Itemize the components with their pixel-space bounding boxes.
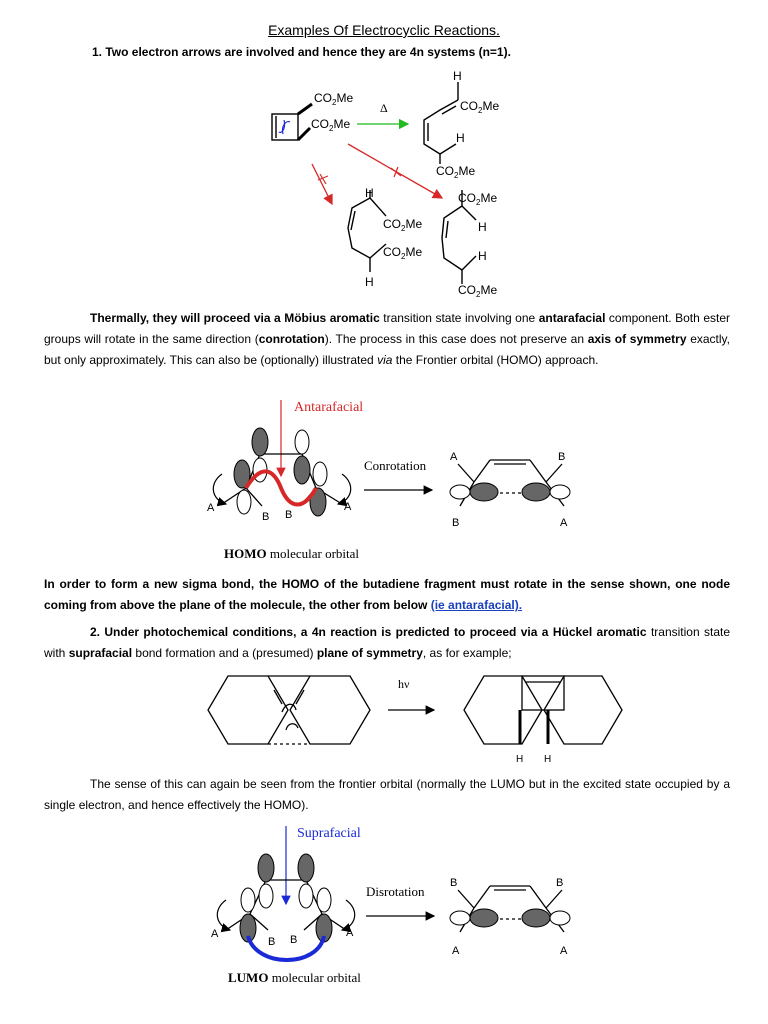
svg-text:H: H [544, 754, 552, 765]
point-1-heading: 1. Two electron arrows are involved and hence they are 4n systems (n=1). [92, 45, 511, 59]
label-h: H [365, 186, 374, 200]
label-co2me: $CO_2Me$ [458, 283, 498, 299]
label-co2me: $CO_2Me$ [383, 217, 423, 233]
svg-text:A: A [560, 517, 568, 529]
svg-text:B: B [290, 934, 298, 946]
label-co2me: $CO_2Me$ [383, 245, 423, 261]
label-co2me: $CO_2Me$ [311, 117, 351, 133]
svg-text:B: B [556, 877, 564, 889]
homo-caption: HOMO molecular orbital [224, 546, 360, 561]
svg-text:A: A [560, 945, 568, 957]
figure-homo-conrotation [0, 392, 768, 572]
svg-text:A: A [452, 945, 460, 957]
label-h: H [453, 69, 462, 83]
lumo-caption: LUMO molecular orbital [228, 970, 361, 985]
label-co2me: $CO_2Me$ [460, 99, 500, 115]
sigma-bond-paragraph: In order to form a new sigma bond, the HOMO of the butadiene fragment must rotate in the sense shown, one node coming from above the plane of the molecule, the other from below (ie antarafacial). [44, 577, 730, 612]
label-co2me: $CO_2Me$ [458, 191, 498, 207]
svg-text:B: B [450, 877, 458, 889]
svg-text:A: A [450, 451, 458, 463]
label-co2me: $CO_2Me$ [314, 91, 354, 107]
page-title: Examples Of Electrocyclic Reactions. [268, 22, 500, 38]
svg-text:B: B [558, 451, 566, 463]
thermal-paragraph: Thermally, they will proceed via a Möbius aromatic transition state involving one antarafacial component. Both ester groups will rotate in the same direction (conrotation). The process in this case does not preserve an axis of symmetry exactly, but only approximately. This can also be (optionally) illustrated via the Frontier orbital (HOMO) approach. [44, 311, 730, 367]
point-2-paragraph: 2. Under photochemical conditions, a 4n reaction is predicted to proceed via a Hückel aromatic transition state with suprafacial bond formation and a (presumed) plane of symmetry, as for example; [44, 625, 731, 660]
suprafacial-label: Suprafacial [297, 826, 361, 841]
svg-text:A: A [344, 501, 352, 513]
label-h: H [478, 249, 487, 263]
label-h: H [478, 220, 487, 234]
antarafacial-link[interactable]: (ie antarafacial). [430, 598, 523, 612]
figure-lumo-disrotation [0, 818, 768, 1008]
svg-text:A: A [346, 927, 354, 939]
figure-cyclobutene-opening [0, 68, 768, 300]
antarafacial-label: Antarafacial [294, 400, 364, 415]
forbidden-arrow [312, 164, 332, 204]
svg-text:A: A [207, 502, 215, 514]
label-h: H [365, 275, 374, 289]
svg-text:H: H [516, 754, 524, 765]
label-h: H [456, 131, 465, 145]
disrotation-label: Disrotation [366, 884, 425, 899]
svg-text:B: B [262, 511, 270, 523]
figure-photochemical-closure [0, 664, 768, 774]
conrotation-label: Conrotation [364, 458, 427, 473]
suprafacial-overlap [248, 936, 324, 960]
svg-text:B: B [452, 517, 460, 529]
svg-text:B: B [285, 509, 293, 521]
svg-text:A: A [211, 928, 219, 940]
label-co2me: $CO_2Me$ [436, 164, 476, 180]
svg-text:B: B [268, 936, 276, 948]
label-delta: Δ [380, 101, 388, 115]
hv-label: hν [398, 677, 410, 691]
frontier-orbital-paragraph: The sense of this can again be seen from the frontier orbital (normally the LUMO but in the excited state occupied by a single electron, and hence effectively the HOMO). [44, 777, 730, 812]
